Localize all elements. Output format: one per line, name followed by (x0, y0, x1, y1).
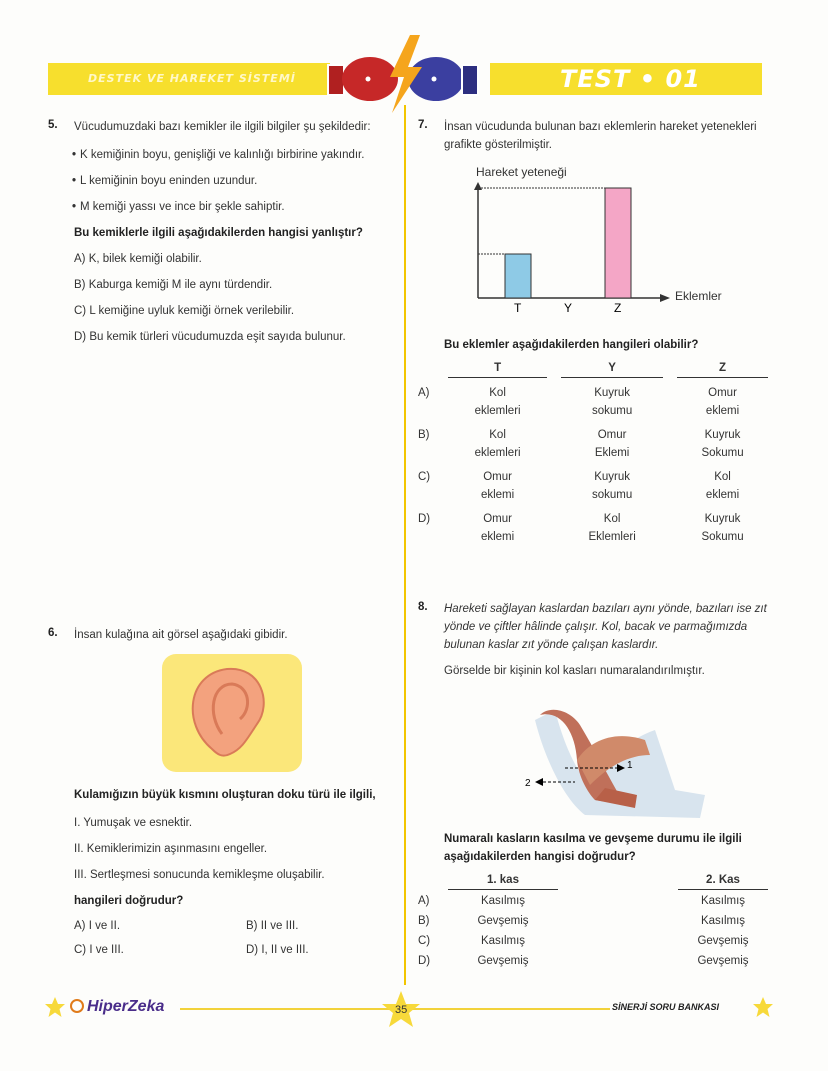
question-sub: Görselde bir kişinin kol kasları numaralandırılmıştır. (444, 665, 705, 677)
answer-table (418, 874, 768, 970)
statement: II. Kemiklerimizin aşınmasını engeller. (74, 843, 268, 855)
table-row[interactable] (418, 462, 768, 504)
answer-table (418, 362, 768, 546)
question-intro: İnsan kulağına ait görsel aşağıdaki gibidir. (74, 629, 288, 641)
joint-movement-chart (460, 160, 760, 320)
question-stem: Numaralı kasların kasılma ve gevşeme durumu ile ilgili aşağıdakilerden hangisi doğrudur? (444, 833, 742, 863)
question-6-body (48, 786, 393, 962)
table-row[interactable] (418, 930, 768, 950)
table-row[interactable] (418, 950, 768, 970)
muscle-label-1: 1 (627, 760, 633, 771)
bar-T (505, 254, 531, 298)
question-number: 6. (48, 627, 58, 639)
table-cell: Kasılmış (480, 935, 526, 947)
option-label: C) (418, 471, 431, 483)
table-cell: Kol eklemleri (474, 429, 521, 459)
option-label: D) (418, 513, 431, 525)
x-tick-label: Z (614, 301, 622, 315)
question-8-body (418, 830, 768, 970)
option-label: A) (418, 894, 430, 907)
table-cell: Gevşemiş (697, 955, 749, 967)
option-label: B) (418, 915, 430, 927)
question-number: 7. (418, 119, 428, 131)
header-band-right (490, 63, 762, 95)
option-label: A) (418, 386, 430, 399)
question-number: 8. (418, 601, 428, 613)
option-a[interactable]: A) I ve II. (74, 920, 121, 932)
y-axis-label: Hareket yeteneği (476, 165, 567, 179)
table-cell: Kuyruk Sokumu (701, 513, 744, 543)
table-row[interactable] (418, 910, 768, 930)
header-band-left (48, 63, 330, 95)
table-cell: Kasılmış (480, 895, 526, 907)
logo: HiperZeka (70, 998, 164, 1016)
test-title: TEST • 01 (560, 65, 701, 93)
question-stem: Bu eklemler aşağıdakilerden hangileri olabilir? (444, 339, 699, 351)
option-a[interactable]: A) K, bilek kemiği olabilir. (74, 253, 202, 265)
series-name: SİNERJİ SORU BANKASI (612, 1002, 720, 1012)
x-axis-label: Eklemler (675, 289, 722, 303)
bullet-item: • K kemiğinin boyu, genişliği ve kalınlığı birbirine yakındır. (80, 146, 393, 164)
x-tick-label: T (514, 301, 522, 315)
muscle-label-2: 2 (525, 778, 531, 789)
question-5 (48, 118, 393, 350)
question-intro: İnsan vücudunda bulunan bazı eklemlerin hareket yetenekleri grafikte gösterilmiştir. (444, 121, 757, 151)
column-header: Y (561, 362, 663, 378)
table-cell: Kuyruk sokumu (591, 471, 633, 501)
question-6 (48, 626, 393, 644)
statement: III. Sertleşmesi sonucunda kemikleşme oluşabilir. (74, 869, 325, 881)
footer-star-right-icon (752, 996, 774, 1018)
table-row[interactable] (418, 420, 768, 462)
column-header: Z (677, 362, 768, 378)
table-cell: Kasılmış (700, 895, 746, 907)
question-intro: Vücudumuzdaki bazı kemikler ile ilgili bilgiler şu şekildedir: (74, 121, 371, 133)
table-cell: Omur eklemi (480, 471, 515, 501)
table-row[interactable] (418, 504, 768, 546)
bullet-item: • M kemiği yassı ve ince bir şekle sahiptir. (80, 198, 393, 216)
option-label: B) (418, 429, 430, 441)
table-cell: Kol Eklemleri (588, 513, 636, 543)
table-cell: Kol eklemi (705, 471, 740, 501)
arm-muscles-image (515, 700, 715, 822)
ear-image (162, 654, 302, 772)
column-divider (404, 105, 406, 985)
column-header: T (448, 362, 547, 378)
option-label: D) (418, 955, 431, 967)
option-c[interactable]: C) L kemiğine uyluk kemiği örnek verilebilir. (74, 305, 295, 317)
option-d[interactable]: D) Bu kemik türleri vücudumuzda eşit sayıda bulunur. (74, 331, 346, 343)
table-row[interactable] (418, 378, 768, 421)
table-cell: Kuyruk Sokumu (701, 429, 744, 459)
option-b[interactable]: B) II ve III. (246, 920, 299, 932)
x-tick-label: Y (564, 301, 573, 315)
table-row[interactable] (418, 890, 768, 911)
question-stem: Kulamığızın büyük kısmını oluşturan doku türü ile ilgili, (74, 789, 376, 801)
question-intro: Hareketi sağlayan kaslardan bazıları aynı yönde, bazıları ise zıt yönde ve çiftler hâlinde çalışır. Kol, bacak ve parmağımızda bulunan kaslar zıt yönde çalışan kaslardır. (444, 603, 767, 651)
bar-Z (605, 188, 631, 298)
statement: I. Yumuşak ve esnektir. (74, 817, 193, 829)
table-cell: Gevşemiş (477, 915, 529, 927)
option-d[interactable]: D) I, II ve III. (246, 944, 309, 956)
section-title: DESTEK VE HAREKET SİSTEMİ (88, 72, 296, 85)
boxing-gloves-icon (318, 35, 498, 115)
table-cell: Omur Eklemi (594, 429, 630, 459)
option-c[interactable]: C) I ve III. (74, 944, 124, 956)
page-number: 35 (395, 1004, 408, 1016)
question-stem: Bu kemiklerle ilgili aşağıdakilerden hangisi yanlıştır? (74, 227, 363, 239)
question-ask: hangileri doğrudur? (74, 895, 184, 907)
question-8 (418, 600, 768, 680)
table-cell: Omur eklemi (705, 387, 740, 417)
bullet-item: • L kemiğinin boyu eninden uzundur. (80, 172, 393, 190)
question-7-body (418, 336, 768, 546)
table-cell: Gevşemiş (697, 935, 749, 947)
footer-star-left-icon (44, 996, 66, 1018)
table-cell: Kuyruk sokumu (591, 387, 633, 417)
table-cell: Kasılmış (700, 915, 746, 927)
column-header: 2. Kas (678, 874, 768, 890)
table-cell: Kol eklemleri (474, 387, 521, 417)
option-b[interactable]: B) Kaburga kemiği M ile aynı türdendir. (74, 279, 273, 291)
question-number: 5. (48, 119, 58, 131)
option-label: C) (418, 935, 431, 947)
question-7 (418, 118, 768, 154)
table-cell: Gevşemiş (477, 955, 529, 967)
column-header: 1. kas (448, 874, 558, 890)
table-cell: Omur eklemi (480, 513, 515, 543)
